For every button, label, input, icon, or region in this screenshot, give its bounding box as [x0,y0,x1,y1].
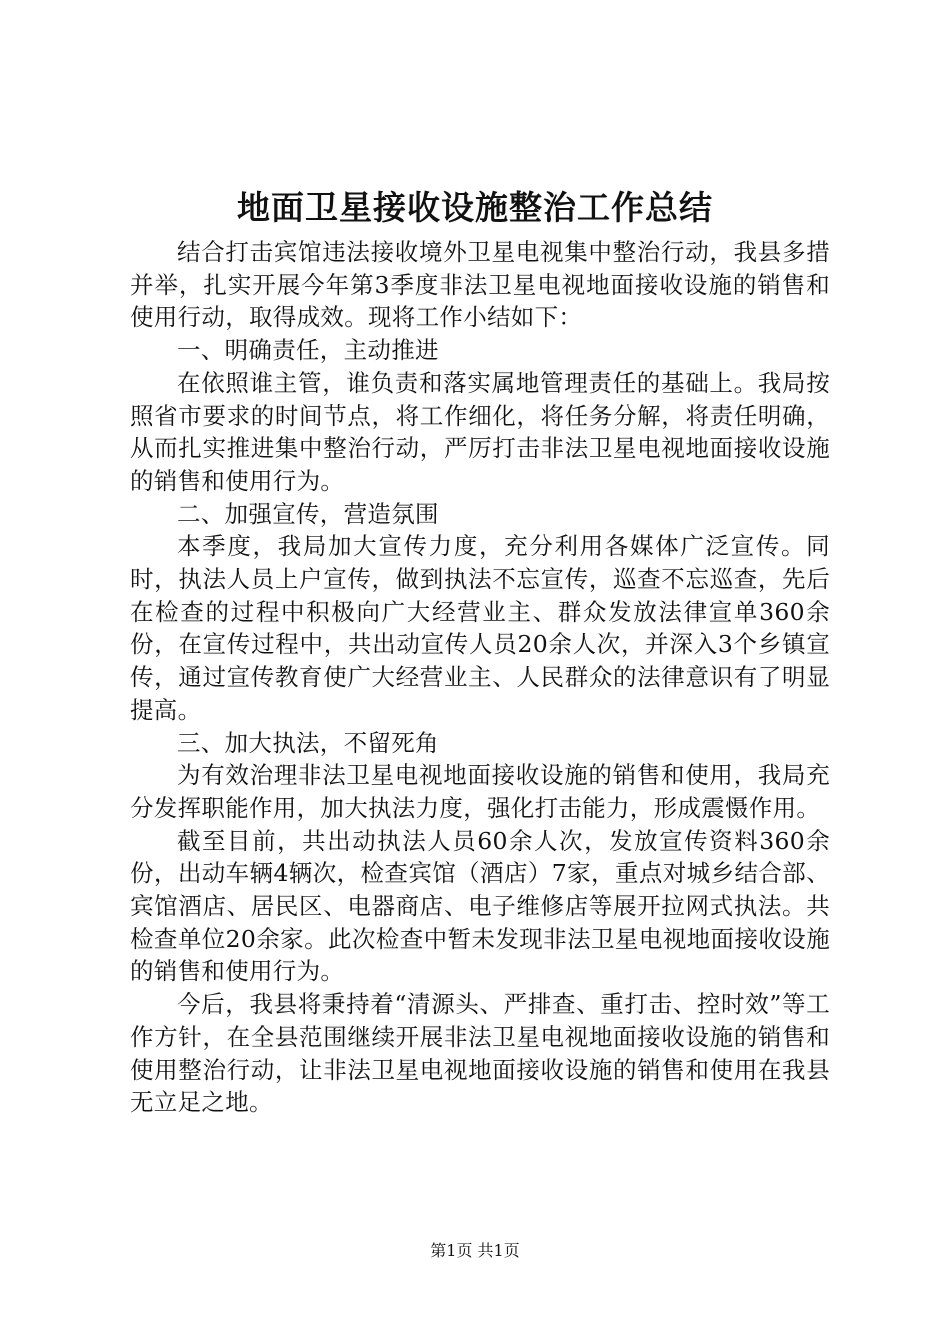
section-heading-1: 一、明确责任，主动推进 [177,336,439,365]
intro-paragraph: 结合打击宾馆违法接收境外卫星电视集中整治行动，我县多措并举，扎实开展今年第3季度非法卫星电视地面接收设施的销售和使用行动，取得成效。现将工作小结如下： [130,238,830,332]
document-body [130,236,830,1119]
section-1-paragraph: 在依照谁主管，谁负责和落实属地管理责任的基础上。我局按照省市要求的时间节点，将工作细化，将任务分解，将责任明确，从而扎实推进集中整治行动，严厉打击非法卫星电视地面接收设施的销售和使用行为。 [130,368,830,495]
page-number-footer: 第1页 共1页 [430,1241,520,1260]
section-heading-3: 三、加大执法，不留死角 [177,728,439,757]
section-3-paragraph-1: 为有效治理非法卫星电视地面接收设施的销售和使用，我局充分发挥职能作用，加大执法力度，强化打击能力，形成震慑作用。 [130,761,830,822]
section-3-paragraph-2: 截至目前，共出动执法人员60余人次，发放宣传资料360余份，出动车辆4辆次，检查宾馆（酒店）7家，重点对城乡结合部、宾馆酒店、居民区、电器商店、电子维修店等展开拉网式执法。共检查单位20余家。此次检查中暂未发现非法卫星电视地面接收设施的销售和使用行为。 [130,826,830,986]
section-heading-2: 二、加强宣传，营造氛围 [177,499,439,528]
section-2-paragraph: 本季度，我局加大宣传力度，充分利用各媒体广泛宣传。同时，执法人员上户宣传，做到执法不忘宣传，巡查不忘巡查，先后在检查的过程中积极向广大经营业主、群众发放法律宣单360余份，在宣传过程中，共出动宣传人员20余人次，并深入3个乡镇宣传，通过宣传教育使广大经营业主、人民群众的法律意识有了明显提高。 [130,532,830,724]
document-title: 地面卫星接收设施整治工作总结 [237,188,713,227]
closing-paragraph: 今后，我县将秉持着“清源头、严排查、重打击、控时效”等工作方针，在全县范围继续开展非法卫星电视地面接收设施的销售和使用整治行动，让非法卫星电视地面接收设施的销售和使用在我县无立足之地。 [130,990,830,1117]
